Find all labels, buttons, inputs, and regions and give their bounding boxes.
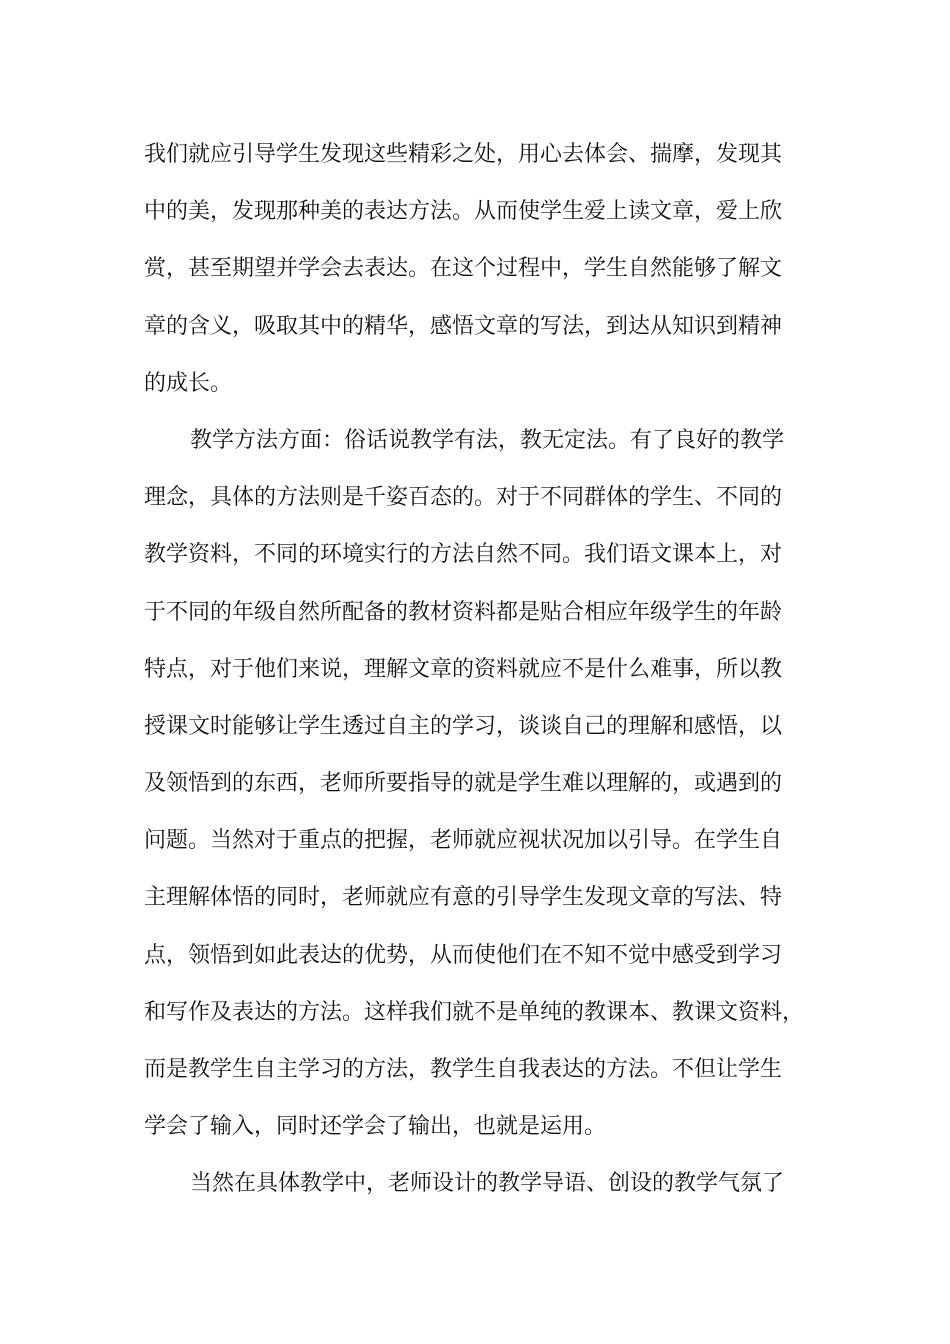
paragraph-2-line-10: 点，领悟到如此表达的优势，从而使他们在不知不觉中感受到学习 — [144, 942, 783, 968]
paragraph-1-line-5: 的成长。 — [144, 370, 233, 396]
paragraph-2-line-4: 于不同的年级自然所配备的教材资料都是贴合相应年级学生的年龄 — [144, 599, 783, 625]
paragraph-2-line-5: 特点，对于他们来说，理解文章的资料就应不是什么难事，所以教 — [144, 656, 783, 682]
paragraph-2-line-7: 及领悟到的东西，老师所要指导的就是学生难以理解的，或遇到的 — [144, 771, 783, 797]
paragraph-2-line-12: 而是教学生自主学习的方法，教学生自我表达的方法。不但让学生 — [144, 1057, 783, 1082]
paragraph-3-line-1: 当然在具体教学中，老师设计的教学导语、创设的教学气氛了 — [190, 1171, 785, 1197]
body-text — [144, 133, 824, 1220]
paragraph-2-line-2: 理念，具体的方法则是千姿百态的。对于不同群体的学生、不同的 — [144, 485, 783, 511]
paragraph-2-line-11: 和写作及表达的方法。这样我们就不是单纯的教课本、教课文资料， — [144, 999, 805, 1025]
paragraph-1-line-4: 章的含义，吸取其中的精华，感悟文章的写法，到达从知识到精神 — [144, 313, 783, 339]
paragraph-2-line-8: 问题。当然对于重点的把握，老师就应视状况加以引导。在学生自 — [144, 828, 783, 854]
paragraph-1-line-2: 中的美，发现那种美的表达方法。从而使学生爱上读文章，爱上欣 — [144, 199, 783, 225]
paragraph-2-line-9: 主理解体悟的同时，老师就应有意的引导学生发现文章的写法、特 — [144, 885, 783, 911]
paragraph-2-line-3: 教学资料，不同的环境实行的方法自然不同。我们语文课本上，对 — [144, 542, 783, 568]
paragraph-1-line-1: 我们就应引导学生发现这些精彩之处，用心去体会、揣摩，发现其 — [144, 142, 783, 167]
paragraph-2-line-6: 授课文时能够让学生透过自主的学习，谈谈自己的理解和感悟，以 — [144, 713, 783, 739]
paragraph-1-line-3: 赏，甚至期望并学会去表达。在这个过程中，学生自然能够了解文 — [144, 256, 783, 282]
paragraph-2-line-1: 教学方法方面：俗话说教学有法，教无定法。有了良好的教学 — [190, 427, 785, 453]
paragraph-2-line-13: 学会了输入，同时还学会了输出，也就是运用。 — [144, 1114, 607, 1140]
